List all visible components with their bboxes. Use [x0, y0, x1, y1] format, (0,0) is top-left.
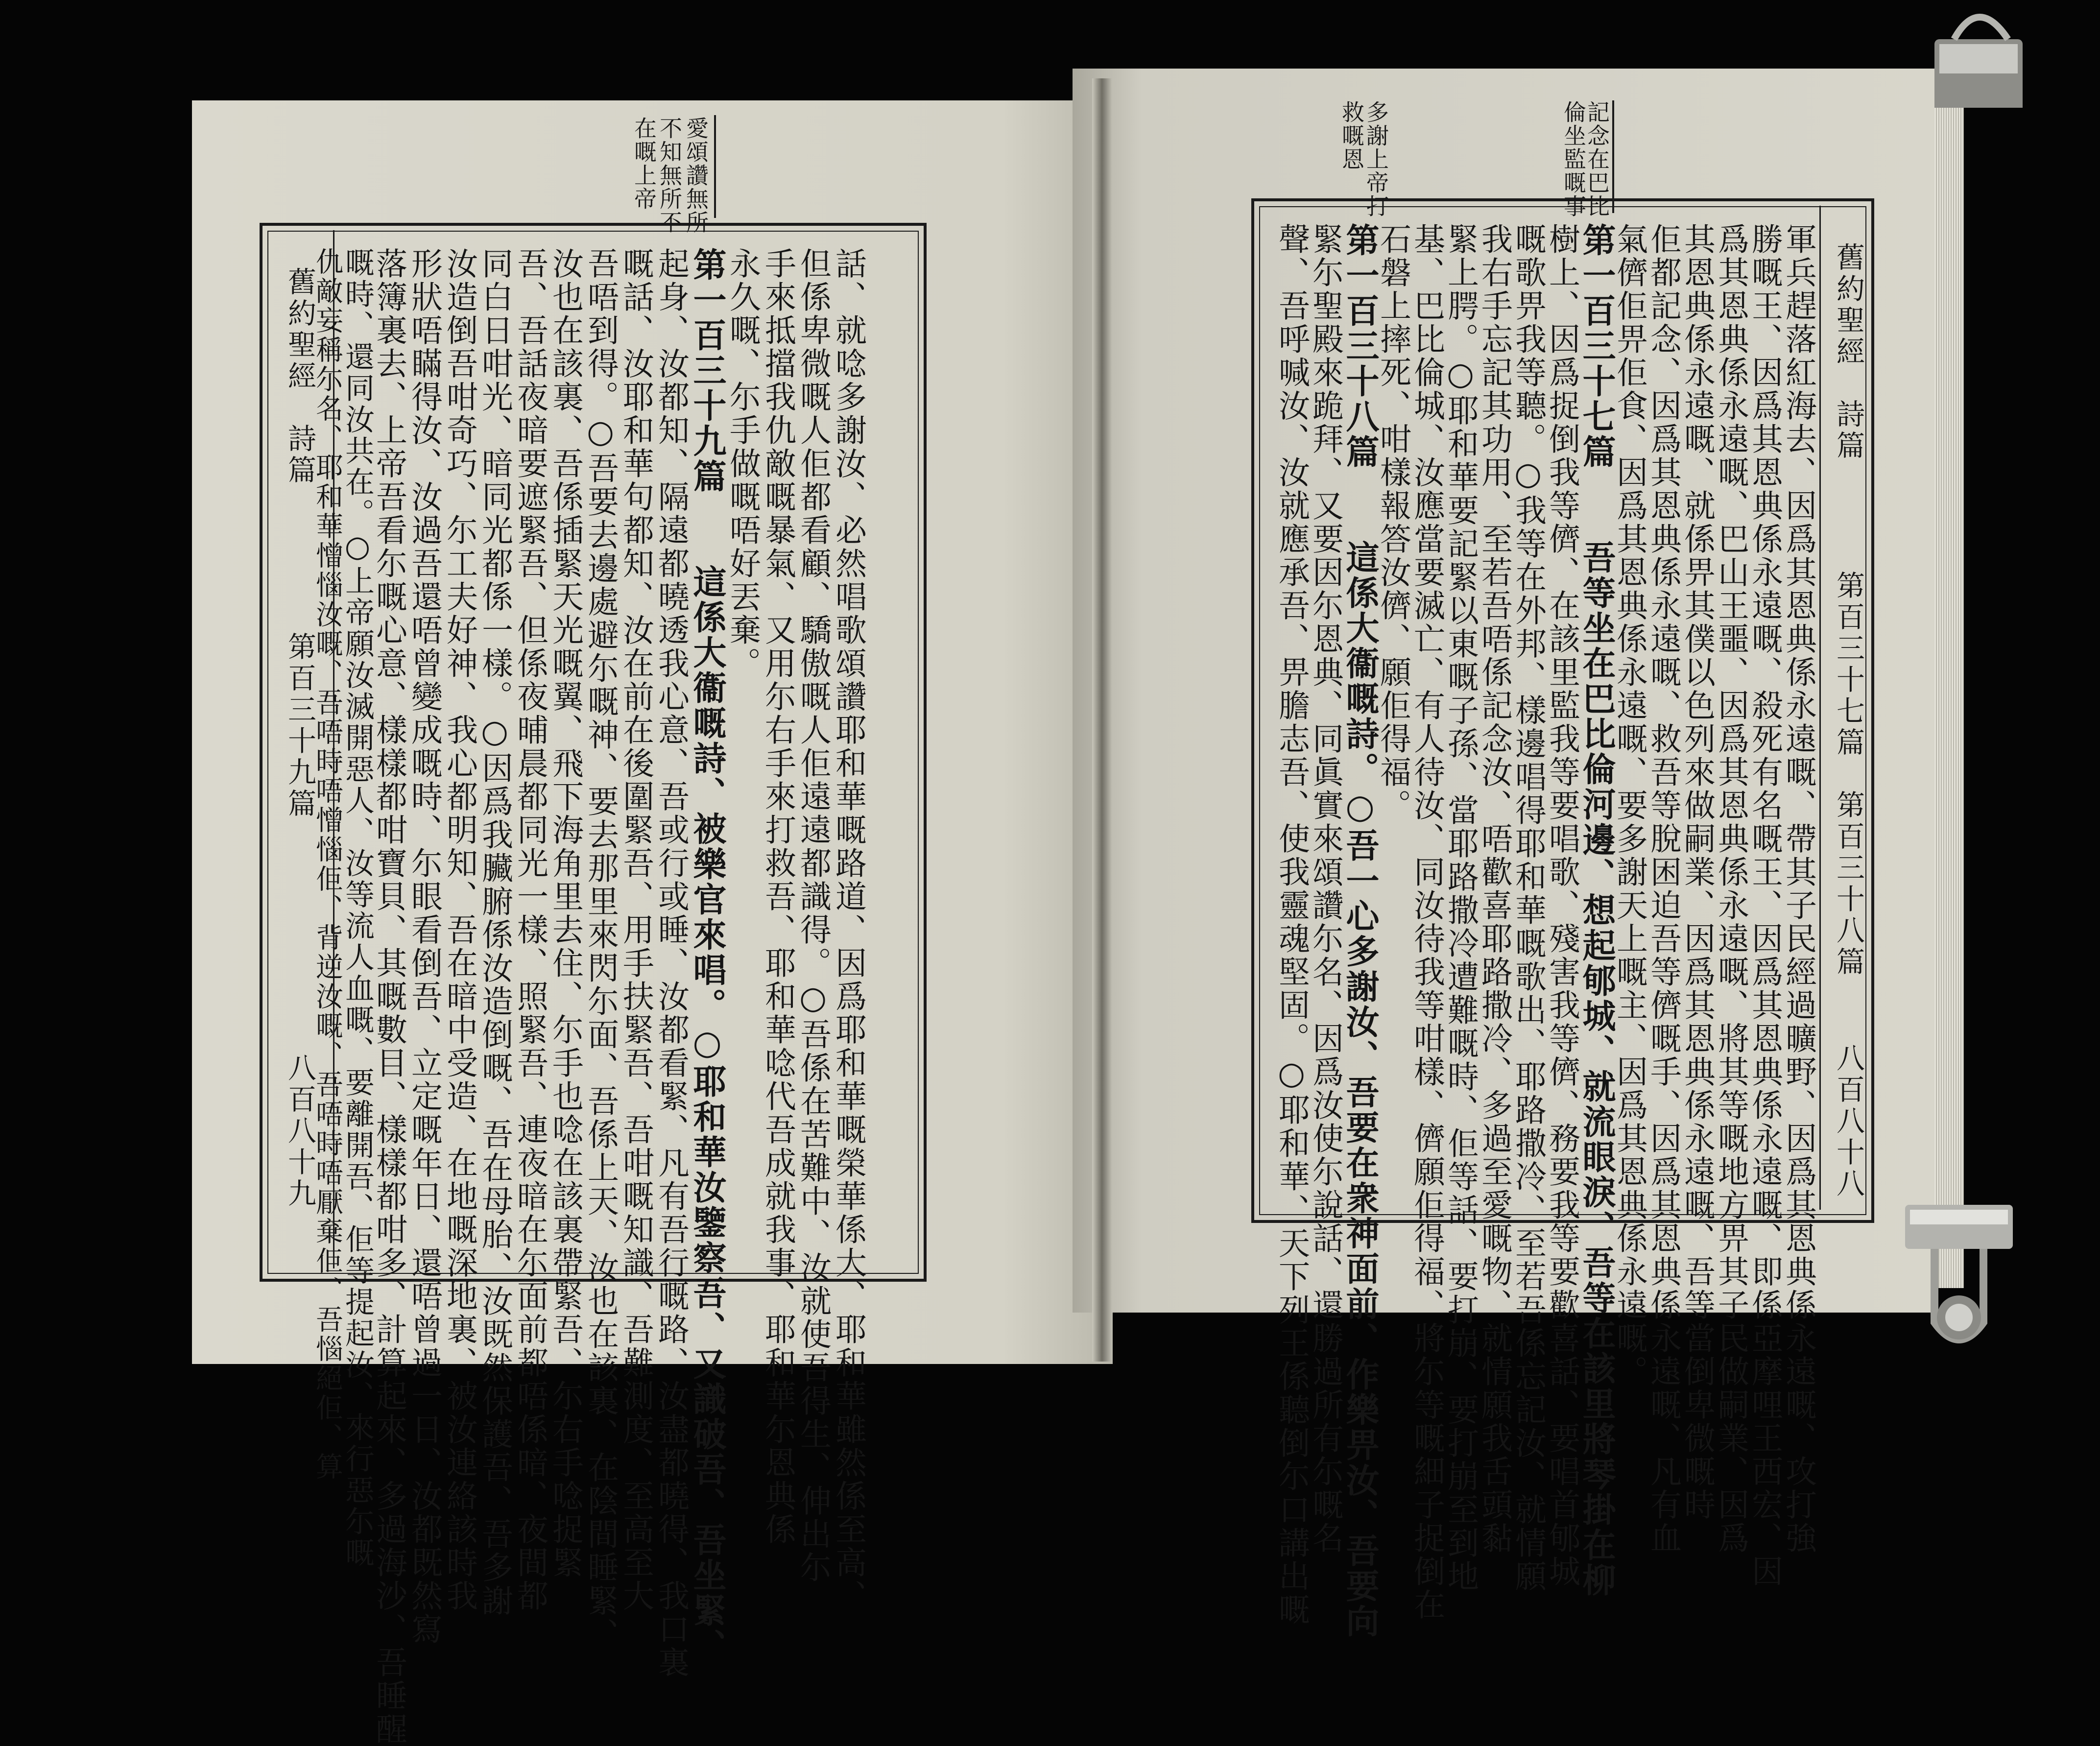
page-edge-stack [1934, 78, 1964, 1288]
right-col-5: 佢都記念、因爲其恩典係永遠嘅、救吾等脫困迫吾等儕嘅手、因爲其恩典係永遠嘅、凡有血 [1645, 223, 1681, 1555]
right-col-9: 嘅歌畀我等聽。○我等在外邦、樣邊唱得耶和華嘅歌出、耶路撒冷、至若吾係忘記汝、就情願 [1510, 223, 1546, 1593]
left-note-rule [714, 115, 716, 218]
left-col-6: 起身、汝都知、隔遠都曉透我心意、吾或行或睡、汝都看緊、凡有吾行嘅路、汝盡都曉得、我口裏 [653, 247, 689, 1679]
left-col-16: 仇敵妄稱尓名、耶和華憎惱汝嘅、吾唔時唔憎惱佢、背逆汝嘅、吾唔時唔厭棄佢、吾惱絕佢、算 [311, 247, 343, 1482]
right-col-2: 勝嘅王、因爲其恩典係永遠嘅、殺死有名嘅王、因爲其恩典係永遠嘅、即係亞摩哩王西宏、因 [1746, 223, 1783, 1588]
left-col-12: 汝造倒吾咁奇巧、尓工夫好神、我心都明知、吾在暗中受造、在地嘅深地裏、被汝連絡該時我 [441, 247, 477, 1613]
right-margin-note-1: 記念在巴比 [1584, 100, 1610, 218]
left-col-15: 嘅時、還同汝共在。○上帝願汝滅開惡人、汝等流人血嘅、要離開吾、佢等提起汝、來行惡尓嘅 [340, 247, 375, 1569]
left-col-11: 同白日咁光、暗同光都係一樣。○因爲我臟腑係汝造倒嘅、吾在母胎、汝既然保護吾、吾多謝 [477, 247, 513, 1618]
book-gutter [1092, 78, 1112, 1362]
left-col-1: 話、就唸多謝汝、必然唱歌頌讚耶和華嘅路道、因爲耶和華嘅榮華係大、耶和華雖然係至高、 [830, 247, 866, 1613]
left-col-4: 永久嘅、尓手做嘅唔好丟棄。 [724, 247, 761, 680]
left-col-2: 但係卑微嘅人佢都看顧、驕傲嘅人佢遠遠都識得。○吾係在苦難中、汝就使吾得生、伸出尓 [795, 247, 831, 1584]
right-margin-note-2: 倫坐監嘅事 [1560, 100, 1587, 218]
right-col-4: 其恩典係永遠嘅、就係畀其僕以色列來做嗣業、因爲其恩典係永遠嘅、吾等當倒卑微嘅時 [1679, 223, 1715, 1522]
left-col-10: 吾、吾話夜暗要遮緊吾、但係夜晡晨都同光一樣、照緊吾、連夜暗在尓面前都唔係暗、夜間都 [512, 247, 548, 1613]
right-col-8: 樹上、因爲捉倒我等儕、在該里監我等要唱歌、殘害我等儕、務要我等要歡喜話、要唱首郇城 [1544, 223, 1580, 1588]
right-col-11: 緊上腭。○耶和華要記緊以東嘅子孫、當耶路撒冷遭難嘅時、佢等話、要打崩、要打崩至到地 [1442, 223, 1479, 1593]
right-folio: 八百八十八 [1832, 1043, 1865, 1200]
left-margin-note-1: 愛頌讚無所 [683, 117, 709, 234]
left-col-5: 第一百三十九篇 這係大衞嘅詩、被樂官來唱。○耶和華汝鑒察吾、又識破吾、吾坐緊、 [688, 247, 727, 1664]
left-folio: 八百八十九 [283, 1053, 316, 1210]
left-col-7: 嘅話、汝耶和華句都知、汝在前在後圍緊吾、用手扶緊吾、吾咁嘅知識、吾難測度、至高至大 [618, 247, 654, 1613]
left-margin-note-3: 在嘅上帝 [631, 117, 657, 211]
right-strip-rule [1819, 206, 1821, 1210]
right-col-1: 軍兵趕落紅海去、因爲其恩典係永遠嘅、帶其子民經過曠野、因爲其恩典係永遠嘅、攻打強 [1780, 223, 1816, 1555]
right-margin-note-4: 救嘅恩 [1338, 100, 1365, 171]
right-margin-note-3: 多謝上帝打 [1363, 100, 1389, 218]
left-col-14: 落簿裏去、上帝吾看尓嘅心意、樣樣都咁寶貝、其嘅數目、樣樣都咁多、計算起來、多過海沙、吾睡醒 [371, 247, 407, 1746]
left-col-8: 吾唔到得。○吾要去邊處避尓嘅神、要去那里來閃尓面、吾係上天、汝也在該裏、在陰間睡緊、 [582, 247, 619, 1651]
binder-clip-top [1925, 0, 2032, 108]
right-col-13: 石磐上摔死、咁樣報答汝儕、願佢得福。 [1375, 223, 1411, 822]
right-col-10: 我右手忘記其功用、至若吾唔係記念汝、唔歡喜耶路撒冷、多過至愛嘅物、就情願我舌頭黏 [1476, 223, 1512, 1555]
right-note-rule [1612, 100, 1614, 213]
right-col-14: 第一百三十八篇 這係大衞嘅詩。○吾一心多謝汝、吾要在衆神面前、作樂畀汝、吾要向 [1340, 223, 1380, 1639]
left-col-13: 形狀唔瞞得汝、汝過吾還唔曾變成嘅時、尓眼看倒吾、立定嘅年日、還唔曾過一日、汝都既然寫 [406, 247, 442, 1646]
right-col-16: 聲、吾呼喊汝、汝就應承吾、畀膽志吾、使我靈魂堅固。○耶和華、天下列王係聽倒尓口講出嘅 [1273, 223, 1310, 1626]
left-running-header: 舊約聖經 詩篇 [283, 267, 316, 486]
right-chapter-label: 第百三十七篇 第百三十八篇 [1832, 571, 1865, 978]
left-margin-note-2: 不知無所不 [656, 117, 683, 234]
left-col-3: 手來抵擋我仇敵嘅暴氣、又用尓右手來打救吾、耶和華唸代吾成就我事、耶和華尓恩典係 [760, 247, 796, 1546]
right-running-header: 舊約聖經 詩篇 [1832, 242, 1865, 462]
right-col-7: 第一百三十七篇 吾等坐在巴比倫河邊、想起郇城、就流眼淚、吾等在該里將琴掛在柳 [1577, 223, 1616, 1598]
right-col-3: 爲其恩典係永遠嘅、巴山王噩、因爲其恩典係永遠嘅、將其等嘅地方畀其子民做嗣業、因爲 [1713, 223, 1749, 1555]
binder-clip-bottom [1900, 1195, 2018, 1362]
left-col-9: 汝也在該裏、吾係插緊天光嘅翼、飛下海角里去住、尓手也唸在該裏帶緊吾、尓右手唸捉緊 [547, 247, 583, 1579]
left-chapter-label: 第百三十九篇 [283, 632, 316, 820]
right-col-15: 緊尓聖殿來跪拜、又要因尓恩典、同眞實來頌讚尓名、因爲汝使尓說話、還勝過所有尓嘅名 [1307, 223, 1343, 1555]
right-col-12: 基、巴比倫城、汝應當要滅亡、有人待汝、同汝待我等咁樣、儕願佢得福、將尓等嘅細子捉倒在 [1408, 223, 1445, 1622]
right-col-6: 氣儕佢畀佢食、因爲其恩典係永遠嘅、要多謝天上嘅主、因爲其恩典係永遠嘅。 [1611, 223, 1647, 1388]
